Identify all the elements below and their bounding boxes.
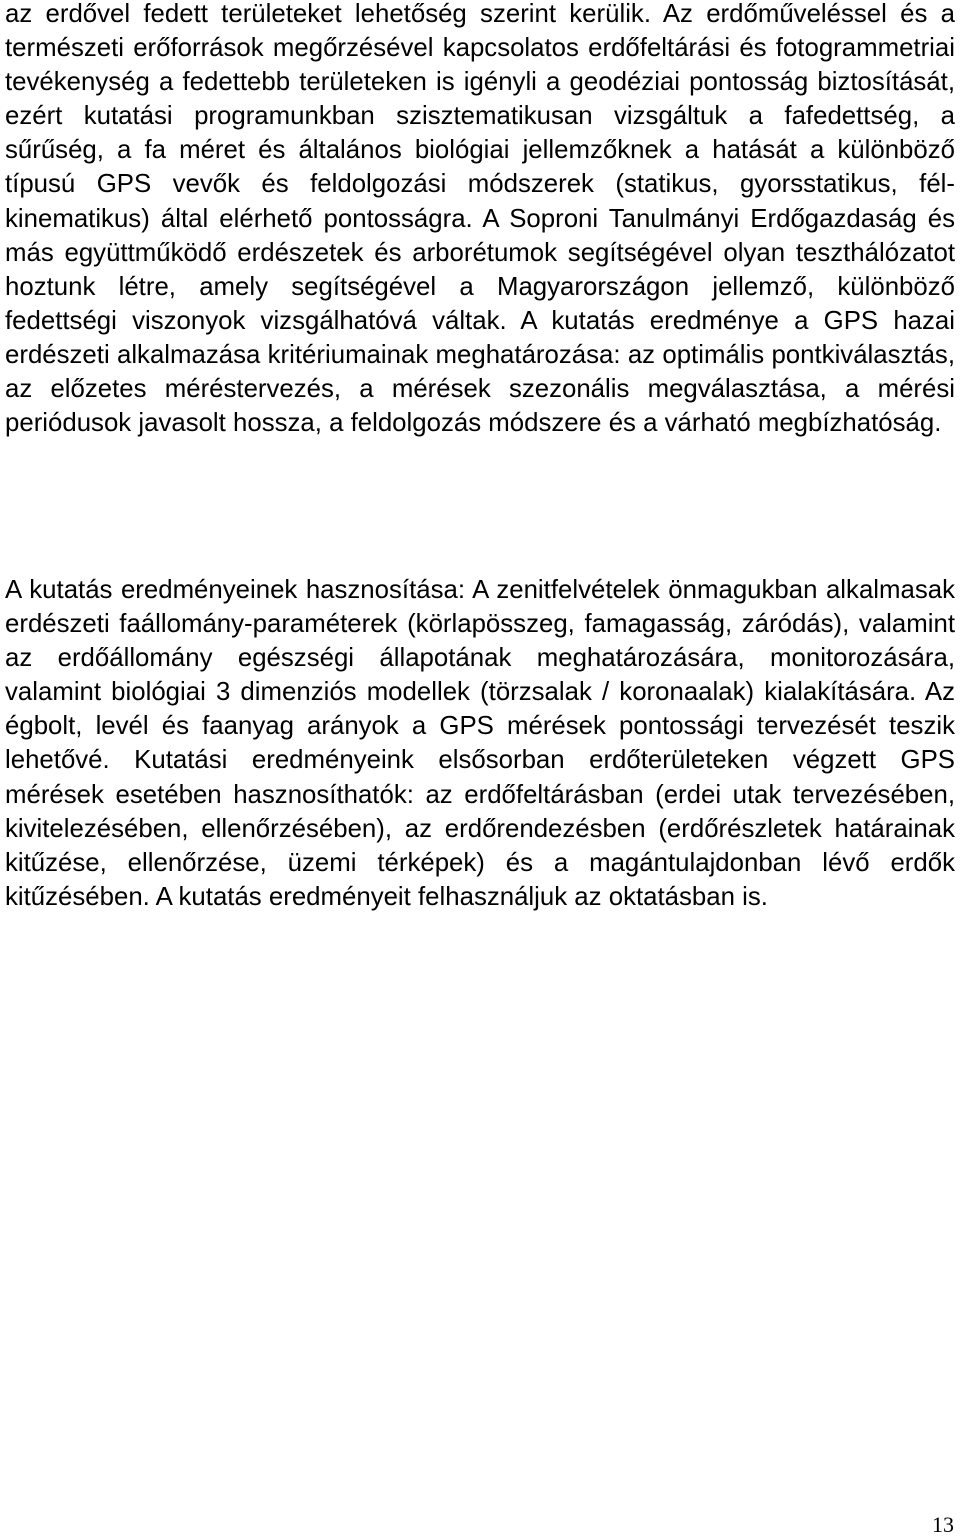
paragraph-research-utilization: A kutatás eredményeinek hasznosítása: A zenitfelvételek önmagukban alkalmasak erdészeti faállomány-paraméterek (körlapösszeg, famagasság, záródás), valamint az erdőállomány egészségi állapotának meghatározására, monitorozására, valamint biológiai 3 dimenziós modellek (törzsalak / koronaalak) kialakítására. Az égbolt, levél és faanyag arányok a GPS mérések pontossági tervezését teszik lehetővé. Kutatási eredményeink elsősorban erdőterületeken végzett GPS mérések esetében hasznosíthatók: az erdőfeltárásban (erdei utak tervezésében, kivitelezésében, ellenőrzésében), az erdőrendezésben (erdőrészletek határainak kitűzése, ellenőrzése, üzemi térképek) és a magántulajdonban lévő erdők kitűzésében. A kutatás eredményeit felhasználjuk az oktatásban is. bbox=[5, 576, 955, 911]
paragraph-gps-research: az erdővel fedett területeket lehetőség szerint kerülik. Az erdőműveléssel és a természeti erőforrások megőrzésével kapcsolatos erdőfeltárási és fotogrammetriai tevékenység a fedettebb területeken is igényli a geodéziai pontosság biztosítását, ezért kutatási programunkban szisztematikusan vizsgáltuk a fafedettség, a sűrűség, a fa méret és általános biológiai jellemzőknek a hatását a különböző típusú GPS vevők és feldolgozási módszerek (statikus, gyorsstatikus, fél-kinematikus) által elérhető pontosságra. A Soproni Tanulmányi Erdőgazdaság és más együttműködő erdészetek és arborétumok segítségével olyan teszthálózatot hoztunk létre, amely segítségével a Magyarországon jellemző, különböző fedettségi viszonyok vizsgálhatóvá váltak. A kutatás eredménye a GPS hazai erdészeti alkalmazása kritériumainak meghatározása: az optimális pontkiválasztás, az előzetes méréstervezés, a mérések szezonális megválasztása, a mérési periódusok javasolt hossza, a feldolgozás módszere és a várható megbízhatóság. bbox=[5, 0, 955, 438]
page-number: 13 bbox=[932, 1512, 954, 1537]
